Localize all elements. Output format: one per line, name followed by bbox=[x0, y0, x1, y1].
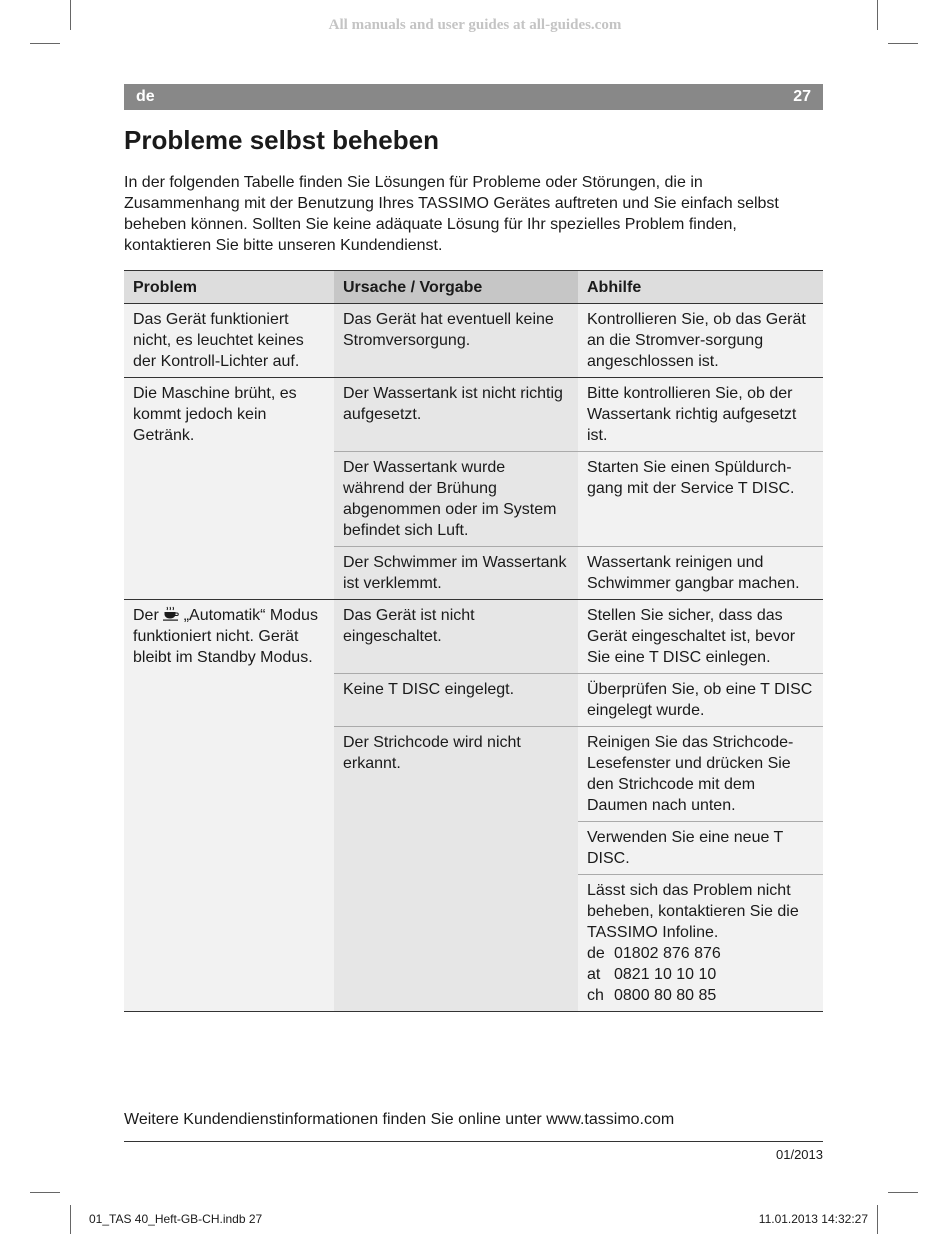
problem-cell: Die Maschine brüht, es kommt jedoch kein Getränk. bbox=[124, 378, 334, 600]
intro-paragraph: In der folgenden Tabelle finden Sie Lösungen für Probleme oder Störungen, die in Zusammenhang mit der Benutzung Ihres TASSIMO Gerätes auftreten und Sie einfach selbst beheben können. Sollten Sie keine adäquate Lösung für Ihr spezielles Problem finden, kontaktieren Sie bitte unseren Kundendienst. bbox=[124, 174, 779, 254]
cause-cell: Das Gerät hat eventuell keine Stromversorgung. bbox=[334, 304, 578, 378]
language-code: de bbox=[136, 88, 155, 105]
watermark: All manuals and user guides at all-guides.com bbox=[328, 17, 622, 33]
column-header-problem: Problem bbox=[124, 271, 334, 304]
cause-cell: Der Wassertank ist nicht richtig aufgesetzt. bbox=[334, 378, 578, 452]
country-code: at bbox=[587, 966, 601, 983]
crop-mark bbox=[877, 1205, 878, 1234]
fix-cell bbox=[578, 875, 823, 1012]
phone-line bbox=[587, 964, 814, 985]
problem-text: „Automatik“ Modus funktioniert nicht. Gerät bleibt im Standby Modus. bbox=[133, 607, 318, 666]
country-code: ch bbox=[587, 987, 604, 1004]
fix-cell: Überprüfen Sie, ob eine T DISC eingelegt wurde. bbox=[578, 674, 823, 727]
table-header-row bbox=[124, 271, 823, 304]
crop-mark bbox=[888, 43, 918, 44]
phone-line bbox=[587, 943, 814, 964]
phone-line bbox=[587, 985, 814, 1006]
cause-cell: Der Schwimmer im Wassertank ist verklemmt. bbox=[334, 547, 578, 600]
phone-number: 01802 876 876 bbox=[614, 945, 721, 962]
problem-cell: Das Gerät funktioniert nicht, es leuchtet keines der Kontroll-Lichter auf. bbox=[124, 304, 334, 378]
phone-number: 0821 10 10 10 bbox=[614, 966, 717, 983]
print-slug-timestamp: 11.01.2013 14:32:27 bbox=[758, 1212, 868, 1226]
footer-divider bbox=[124, 1141, 823, 1142]
table-row bbox=[124, 378, 823, 452]
phone-number: 0800 80 80 85 bbox=[614, 987, 717, 1004]
crop-mark bbox=[877, 0, 878, 30]
cause-cell: Keine T DISC eingelegt. bbox=[334, 674, 578, 727]
crop-mark bbox=[30, 43, 60, 44]
cup-icon bbox=[163, 606, 179, 621]
fix-cell: Bitte kontrollieren Sie, ob der Wassertank richtig aufgesetzt ist. bbox=[578, 378, 823, 452]
troubleshooting-table bbox=[124, 270, 823, 1012]
column-header-fix: Abhilfe bbox=[578, 271, 823, 304]
table-row bbox=[124, 304, 823, 378]
problem-cell bbox=[124, 600, 334, 1012]
crop-mark bbox=[888, 1192, 918, 1193]
fix-cell: Reinigen Sie das Strichcode-Lesefenster und drücken Sie den Strichcode mit dem Daumen nach unten. bbox=[578, 727, 823, 822]
fix-cell: Verwenden Sie eine neue T DISC. bbox=[578, 822, 823, 875]
crop-mark bbox=[70, 1205, 71, 1234]
infoline-text: Lässt sich das Problem nicht beheben, kontaktieren Sie die TASSIMO Infoline. bbox=[587, 882, 799, 941]
footer-note: Weitere Kundendienstinformationen finden Sie online unter www.tassimo.com bbox=[124, 1111, 675, 1128]
crop-mark bbox=[30, 1192, 60, 1193]
cause-cell: Das Gerät ist nicht eingeschaltet. bbox=[334, 600, 578, 674]
problem-prefix: Der bbox=[133, 607, 159, 624]
fix-cell: Kontrollieren Sie, ob das Gerät an die Stromver-sorgung angeschlossen ist. bbox=[578, 304, 823, 378]
cause-cell: Der Strichcode wird nicht erkannt. bbox=[334, 727, 578, 1012]
table-row bbox=[124, 600, 823, 674]
country-code: de bbox=[587, 945, 605, 962]
page-header-bar bbox=[124, 84, 823, 110]
edition-date: 01/2013 bbox=[776, 1147, 823, 1162]
fix-cell: Starten Sie einen Spüldurch-gang mit der Service T DISC. bbox=[578, 452, 823, 547]
column-header-cause: Ursache / Vorgabe bbox=[334, 271, 578, 304]
page-title: Probleme selbst beheben bbox=[124, 125, 439, 155]
page-number: 27 bbox=[793, 88, 811, 105]
crop-mark bbox=[70, 0, 71, 30]
fix-cell: Wassertank reinigen und Schwimmer gangbar machen. bbox=[578, 547, 823, 600]
cause-cell: Der Wassertank wurde während der Brühung abgenommen oder im System befindet sich Luft. bbox=[334, 452, 578, 547]
print-slug-file: 01_TAS 40_Heft-GB-CH.indb 27 bbox=[89, 1212, 263, 1226]
fix-cell: Stellen Sie sicher, dass das Gerät eingeschaltet ist, bevor Sie eine T DISC einlegen. bbox=[578, 600, 823, 674]
